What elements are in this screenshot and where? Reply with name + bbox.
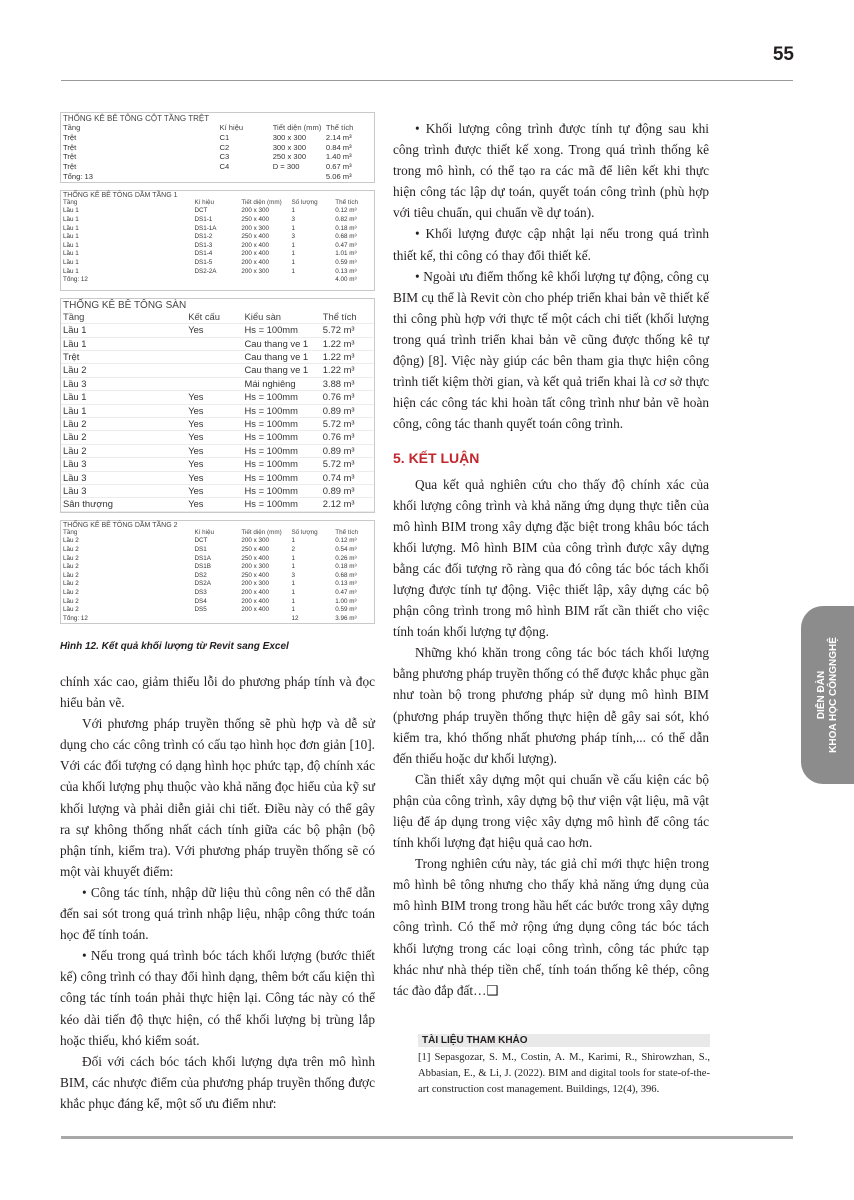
- table-cell: 1: [291, 224, 295, 232]
- table-cell: 1.22 m³: [321, 364, 374, 377]
- table-body: [61, 123, 374, 182]
- table-cell: Lầu 3: [61, 471, 186, 484]
- table-row: [61, 555, 374, 564]
- table-row: [61, 589, 374, 598]
- table-cell: Lầu 2: [63, 571, 79, 579]
- table-beam-floor1: [60, 190, 375, 291]
- table-cell: 200 x 300: [241, 224, 270, 232]
- table-cell: 2.14 m³: [325, 132, 352, 142]
- table-cell: 1: [291, 580, 295, 588]
- table-cell: Lầu 2: [63, 606, 79, 614]
- table-cell: 2: [291, 546, 295, 553]
- table-cell: Lầu 3: [61, 485, 186, 498]
- table-cell: 0.82 m³: [335, 215, 357, 223]
- table-cell: Mái nghiêng: [243, 377, 321, 390]
- table-cell: Tổng: 12: [63, 614, 88, 622]
- table-row: [61, 580, 374, 589]
- table-cell: 0.12 m³: [335, 207, 357, 215]
- table-header-cell: Tiết diện (mm): [241, 528, 282, 536]
- table-cell: Trệt: [61, 350, 186, 363]
- table-cell: Yes: [186, 391, 242, 404]
- table-cell: [186, 377, 242, 390]
- table-row: [61, 598, 374, 607]
- table-header-row: [61, 123, 374, 133]
- table-cell: Lầu 1: [61, 337, 186, 350]
- table-cell: 0.89 m³: [321, 444, 374, 457]
- table-row: [61, 152, 374, 162]
- table-row: [61, 207, 374, 216]
- table-cell: Lầu 2: [61, 431, 186, 444]
- table-cell: Lầu 3: [61, 458, 186, 471]
- paragraph: • Khối lượng công trình được tính tự động sau khi công trình được thiết kế xong. Trong quá trình thống kê trong mô hình, có thể tạo ra các mã để liên kết khi thực hiện công tác lập dự toán, quyết toán công trình (phù hợp với tiêu chuẩn, qui chuẩn về dự toán).: [393, 121, 709, 221]
- table-header-cell: Tầng: [63, 528, 78, 536]
- table-row: [61, 498, 374, 511]
- paragraph: Với phương pháp truyền thống sẽ phù hợp và dễ sử dụng cho các công trình có cấu tạo hình học đơn giản [10]. Với các đối tượng có dạng hình học phức tạp, độ chính xác của khối lượng phụ thuộc vào khả năng đọc hiểu của kỹ sư khối lượng và phải diễn giải chi tiết. Điều này có thể gây ra sự không thống nhất cách tính giữa các bộ phận (bộ phận tính, kiểm tra). Với phương pháp truyền thống sẽ có một vài khuyết điểm:: [60, 716, 375, 879]
- table-cell: C3: [219, 152, 230, 162]
- table-cell: Cau thang ve 1: [243, 350, 321, 363]
- table-cell: 0.76 m³: [321, 431, 374, 444]
- table-cell: Lầu 2: [61, 444, 186, 457]
- table-title: THỐNG KÊ BÊ TÔNG CỘT TẦNG TRỆT: [63, 114, 210, 123]
- table-cell: C1: [219, 132, 230, 142]
- table-cell: Yes: [186, 431, 242, 444]
- table-cell: Lầu 2: [63, 588, 79, 596]
- table-header-row: [61, 311, 374, 324]
- table-cell: 3: [291, 215, 295, 223]
- table-cell: 5.72 m³: [321, 324, 374, 337]
- table-cell: Hs = 100mm: [243, 391, 321, 404]
- table-cell: Trệt: [63, 132, 77, 142]
- table-cell: 0.12 m³: [335, 537, 357, 545]
- table-row: [61, 143, 374, 153]
- table-cell: Yes: [186, 471, 242, 484]
- table-cell: Lầu 2: [63, 580, 79, 588]
- table-cell: 200 x 400: [241, 597, 270, 605]
- table-cell: Lầu 1: [63, 267, 79, 275]
- paragraph: Cần thiết xây dựng một qui chuẩn về cấu kiện các bộ phận của công trình, xây dựng bộ thư viện vật liệu, mã vật liệu để áp dụng trong việc xây dựng mô hình để công tác tính khối lượng đạt hiệu quả cao hơn.: [393, 771, 709, 851]
- table-cell: DCT: [194, 207, 208, 215]
- table-cell: 1.22 m³: [321, 337, 374, 350]
- table-cell: 200 x 300: [241, 267, 270, 275]
- table-cell: 200 x 400: [241, 258, 270, 266]
- paragraph: Qua kết quả nghiên cứu cho thấy độ chính xác của khối lượng công trình và khả năng ứng dụng thực tiễn của mô hình BIM trong xây dựng đặc biệt trong khâu bóc tách khối lượng. Mô hình BIM của công trình được xây dựng bằng các đối tượng rõ ràng qua đó công tác bóc tách khối lượng được tính tự động. Việc thiết lập, xây dựng các bộ phận công trình trong mô hình BIM rất cần thiết cho việc tính toán khối lượng tự động.: [393, 476, 709, 640]
- table-cell: Hs = 100mm: [243, 404, 321, 417]
- table-cell: Trệt: [63, 152, 77, 162]
- table-cell: C4: [219, 162, 230, 172]
- table-header-cell: Thể tích: [321, 311, 374, 324]
- table-cell: [218, 172, 271, 182]
- table-header-cell: Tầng: [63, 123, 81, 132]
- table-cell: Lầu 2: [63, 563, 79, 571]
- references-title: TÀI LIỆU THAM KHẢO: [418, 1034, 710, 1047]
- page-number: 55: [772, 44, 794, 65]
- table-cell: DS1-1A: [194, 224, 217, 232]
- table-row: [61, 444, 374, 457]
- table-cell: C2: [219, 142, 230, 152]
- table-cell: Trệt: [63, 142, 77, 152]
- figure-12: [60, 112, 375, 631]
- table-cell: 0.68 m³: [335, 233, 357, 241]
- table-cell: 0.18 m³: [335, 224, 357, 232]
- table-cell: Lầu 2: [63, 597, 79, 605]
- table-cell: Hs = 100mm: [243, 324, 321, 337]
- table-cell: [239, 615, 289, 624]
- table-row: [61, 404, 374, 417]
- table-cell: Lầu 1: [63, 241, 79, 249]
- table-cell: 1: [291, 597, 295, 605]
- table-cell: 0.13 m³: [335, 580, 357, 588]
- table-cell: 250 x 400: [241, 571, 270, 579]
- table-row: [61, 563, 374, 572]
- table-cell: 1: [291, 250, 295, 258]
- table-cell: 0.84 m³: [325, 142, 352, 152]
- references: [418, 1034, 710, 1098]
- table-row: [61, 431, 374, 444]
- paragraph: • Khối lượng được cập nhật lại nếu trong quá trình thiết kế, thi công có thay đổi thiết kế.: [393, 226, 709, 263]
- paragraph: chính xác cao, giảm thiểu lỗi do phương pháp tính và đọc hiểu bản vẽ.: [60, 674, 375, 711]
- table-title: THỐNG KÊ BÊ TÔNG SÀN: [63, 299, 187, 311]
- table-cell: Yes: [186, 485, 242, 498]
- table-row: [61, 216, 374, 225]
- table-cell: 0.54 m³: [335, 546, 357, 553]
- table-header-cell: Số lượng: [291, 528, 318, 536]
- table-cell: Hs = 100mm: [243, 431, 321, 444]
- table-cell: DS1-4: [194, 250, 213, 258]
- table-cell: 4.00 m³: [335, 276, 357, 284]
- table-cell: DS1A: [194, 554, 211, 562]
- table-cell: Yes: [186, 444, 242, 457]
- table-cell: 0.76 m³: [321, 391, 374, 404]
- table-cell: 1: [291, 207, 295, 215]
- table-header-cell: Thể tích: [335, 198, 359, 206]
- table-cell: [289, 276, 333, 285]
- table-row: [61, 377, 374, 390]
- table-row: [61, 364, 374, 377]
- table-row: [61, 606, 374, 615]
- table-cell: 200 x 300: [241, 563, 270, 571]
- table-cell: [186, 364, 242, 377]
- table-cell: 3: [291, 233, 295, 241]
- table-cell: 200 x 400: [241, 250, 270, 258]
- figure-caption: Hình 12. Kết quả khối lượng từ Revit sang Excel: [60, 641, 289, 652]
- table-header-cell: Số lượng: [291, 198, 318, 206]
- table-header-cell: Thể tích: [325, 123, 354, 132]
- table-beam-floor2: [60, 520, 375, 625]
- table-body: [61, 311, 374, 512]
- table-row: [61, 485, 374, 498]
- table-cell: Hs = 100mm: [243, 417, 321, 430]
- table-cell: Tổng: 13: [63, 171, 93, 181]
- table-row: [61, 471, 374, 484]
- paragraph: • Ngoài ưu điểm thống kê khối lượng tự động, công cụ BIM cụ thể là Revit còn cho phép triển khai bản vẽ thiết kế thi công phù hợp với thực tế một cách chi tiết (khối lượng trong quá trình triển khai bản vẽ cũng được thống kê tự động) [8]. Việc này giúp các bên tham gia thực hiện công trình tiết kiệm thời gian, và kết quả triển khai là cơ sở thực hiện các công tác khi hoàn tất công trình như bản vẽ hoàn công, công tác thanh quyết toán công trình.: [393, 268, 709, 432]
- table-slab-concrete: [60, 298, 375, 513]
- table-cell: 200 x 400: [241, 588, 270, 596]
- table-header-cell: Kí hiệu: [219, 123, 244, 132]
- table-row: [61, 350, 374, 363]
- table-cell: Sân thượng: [61, 498, 186, 511]
- table-cell: Cau thang ve 1: [243, 364, 321, 377]
- table-cell: 250 x 400: [241, 215, 270, 223]
- table-cell: DS5: [194, 606, 207, 614]
- table-cell: DS1: [194, 546, 207, 553]
- table-cell: Lầu 1: [61, 404, 186, 417]
- table-row: [61, 259, 374, 268]
- table-cell: 1: [291, 267, 295, 275]
- table-cell: Tổng: 12: [63, 276, 88, 284]
- side-tab-line1: DIỄN ĐÀN: [815, 670, 827, 720]
- table-cell: Hs = 100mm: [243, 498, 321, 511]
- side-tab-line2: KHOA HỌC CÔNGNGHỆ: [827, 637, 839, 753]
- footer-rule: [61, 1136, 793, 1139]
- table-cell: 250 x 400: [241, 554, 270, 562]
- table-row: [61, 250, 374, 259]
- table-row: [61, 242, 374, 251]
- table-cell: Yes: [186, 417, 242, 430]
- table-row: [61, 337, 374, 350]
- table-cell: DS2: [194, 571, 207, 579]
- table-cell: Lầu 2: [63, 546, 79, 553]
- table-row: [61, 225, 374, 234]
- table-row: [61, 572, 374, 581]
- right-column: [393, 118, 709, 1001]
- table-cell: 200 x 400: [241, 241, 270, 249]
- table-cell: 250 x 400: [241, 233, 270, 241]
- table-cell: 300 x 300: [272, 132, 307, 142]
- table-cell: 3.96 m³: [335, 614, 357, 622]
- table-cell: Yes: [186, 458, 242, 471]
- table-cell: 250 x 300: [272, 152, 307, 162]
- table-cell: Lầu 2: [61, 417, 186, 430]
- table-cell: Lầu 1: [63, 258, 79, 266]
- table-cell: Lầu 1: [61, 391, 186, 404]
- table-header-cell: Kí hiệu: [194, 198, 215, 206]
- table-cell: Lầu 1: [63, 207, 79, 215]
- table-row: [61, 172, 374, 182]
- table-cell: Lầu 2: [63, 554, 79, 562]
- table-cell: 0.18 m³: [335, 563, 357, 571]
- table-cell: DS1-5: [194, 258, 213, 266]
- table-cell: DS1-2: [194, 233, 213, 241]
- table-header-cell: Tiết diện (mm): [241, 198, 282, 206]
- table-header-cell: Tiết diện (mm): [272, 123, 322, 132]
- table-row: [61, 162, 374, 172]
- table-header-row: [61, 529, 374, 538]
- table-cell: 1.01 m³: [335, 250, 357, 258]
- table-cell: Lầu 1: [63, 233, 79, 241]
- table-cell: Yes: [186, 498, 242, 511]
- table-header-cell: Thể tích: [335, 528, 359, 536]
- table-cell: Cau thang ve 1: [243, 337, 321, 350]
- table-cell: Lầu 3: [61, 377, 186, 390]
- table-cell: [239, 276, 289, 285]
- table-cell: DS1-1: [194, 215, 213, 223]
- section-side-tab: [801, 606, 854, 784]
- table-header-cell: Kết cấu: [186, 311, 242, 324]
- table-cell: 0.67 m³: [325, 162, 352, 172]
- table-row: [61, 546, 374, 555]
- table-cell: Lầu 2: [63, 537, 79, 545]
- table-cell: 12: [291, 614, 299, 622]
- table-cell: 0.89 m³: [321, 485, 374, 498]
- table-cell: Trệt: [63, 162, 77, 172]
- table-row: [61, 268, 374, 277]
- table-cell: 5.06 m³: [325, 171, 352, 181]
- table-cell: DCT: [194, 537, 208, 545]
- table-cell: 200 x 400: [241, 606, 270, 614]
- table-header-row: [61, 199, 374, 208]
- table-body: [61, 529, 374, 624]
- table-row: [61, 133, 374, 143]
- table-cell: DS4: [194, 597, 207, 605]
- table-cell: 1: [291, 606, 295, 614]
- table-row: [61, 324, 374, 337]
- table-cell: 0.59 m³: [335, 606, 357, 614]
- table-header-cell: Kiểu sàn: [243, 311, 321, 324]
- table-cell: DS2-2A: [194, 267, 217, 275]
- table-cell: 0.47 m³: [335, 588, 357, 596]
- table-cell: 200 x 300: [241, 580, 270, 588]
- table-body: [61, 199, 374, 285]
- table-cell: 3: [291, 571, 295, 579]
- table-cell: 1.00 m³: [335, 597, 357, 605]
- table-cell: 0.59 m³: [335, 258, 357, 266]
- table-cell: 0.47 m³: [335, 241, 357, 249]
- table-cell: Lầu 1: [61, 324, 186, 337]
- table-cell: Lầu 1: [63, 215, 79, 223]
- table-cell: [192, 615, 239, 624]
- table-cell: 1: [291, 554, 295, 562]
- table-cell: 1.22 m³: [321, 350, 374, 363]
- table-cell: DS1-3: [194, 241, 213, 249]
- table-cell: Yes: [186, 324, 242, 337]
- table-cell: 300 x 300: [272, 142, 307, 152]
- table-header-cell: Kí hiệu: [194, 528, 215, 536]
- table-cell: 1: [291, 537, 295, 545]
- table-cell: DS2A: [194, 580, 211, 588]
- table-cell: 0.68 m³: [335, 571, 357, 579]
- table-row: [61, 458, 374, 471]
- table-cell: 250 x 400: [241, 546, 270, 553]
- table-cell: 5.72 m³: [321, 417, 374, 430]
- table-cell: Lầu 2: [61, 364, 186, 377]
- table-cell: Hs = 100mm: [243, 485, 321, 498]
- table-row: [61, 233, 374, 242]
- table-cell: Hs = 100mm: [243, 471, 321, 484]
- table-cell: [271, 172, 324, 182]
- table-cell: 1: [291, 563, 295, 571]
- table-row: [61, 391, 374, 404]
- table-cell: D = 300: [272, 162, 300, 172]
- table-title: THỐNG KÊ BÊ TÔNG DẦM TẦNG 2: [63, 521, 178, 529]
- table-cell: 0.13 m³: [335, 267, 357, 275]
- table-cell: 0.74 m³: [321, 471, 374, 484]
- table-row: [61, 417, 374, 430]
- table-cell: 0.26 m³: [335, 554, 357, 562]
- table-cell: 1: [291, 588, 295, 596]
- table-row: [61, 276, 374, 285]
- paragraph: Trong nghiên cứu này, tác giả chỉ mới thực hiện trong mô hình bê tông nhưng cho thấy khả năng ứng dụng của mô hình BIM trong trong hầu hết các bước trong xây dựng công trình. Có thể mở rộng ứng dụng công tác bóc tách khối lượng trong các loại công trình, công tác phức tạp khác như nhà thép tiền chế, tính toán thống kê thép, công tác đào đắp đất…❑: [393, 856, 709, 998]
- table-column-concrete: [60, 112, 375, 183]
- table-cell: 1.40 m³: [325, 152, 352, 162]
- table-cell: 0.89 m³: [321, 404, 374, 417]
- table-cutoff: [61, 285, 374, 290]
- table-cell: 200 x 300: [241, 537, 270, 545]
- table-cell: Yes: [186, 404, 242, 417]
- table-cell: DS3: [194, 588, 207, 596]
- table-cell: 200 x 300: [241, 207, 270, 215]
- left-column: [60, 671, 375, 1114]
- table-cell: 5.72 m³: [321, 458, 374, 471]
- table-cell: DS1B: [194, 563, 211, 571]
- table-row: [61, 615, 374, 624]
- section-heading: 5. KẾT LUẬN: [393, 450, 480, 467]
- paragraph: Đối với cách bóc tách khối lượng dựa trên mô hình BIM, các nhược điểm của phương pháp truyền thống được khắc phục đáng kể, một số ưu điểm như:: [60, 1053, 375, 1111]
- table-cell: [186, 350, 242, 363]
- paragraph: • Nếu trong quá trình bóc tách khối lượng (bước thiết kế) công trình có thay đổi hình dạng, thêm bớt cấu kiện thì công tác tính toán phải thực hiện lại. Công tác này có thể kéo dài tiến độ thực hiện, có thể khối lượng bị trùng lắp hoặc thiếu, khó kiểm soát.: [60, 948, 375, 1048]
- table-cell: 1: [291, 258, 295, 266]
- header-rule: [61, 80, 793, 81]
- table-cell: 2.12 m³: [321, 498, 374, 511]
- table-cell: Lầu 1: [63, 250, 79, 258]
- table-row: [61, 537, 374, 546]
- table-title: THỐNG KÊ BÊ TÔNG DẦM TẦNG 1: [63, 191, 178, 199]
- table-cell: 3.88 m³: [321, 377, 374, 390]
- table-header-cell: Tầng: [61, 311, 186, 324]
- paragraph: Những khó khăn trong công tác bóc tách khối lượng bằng phương pháp truyền thống có thể được khắc phục gần như toàn bộ trong phương pháp sử dụng mô hình BIM (phương pháp truyền thống thực hiện dễ gây sai sót, khó kiểm tra, khó thống nhất phương pháp tính,... có thể dẫn đến thiếu hoặc dư khối lượng).: [393, 645, 709, 766]
- paragraph: • Công tác tính, nhập dữ liệu thủ công nên có thể dẫn đến sai sót trong quá trình nhập liệu, nhập công thức toán học để tính toán.: [60, 884, 375, 943]
- table-cell: Hs = 100mm: [243, 458, 321, 471]
- table-cell: Hs = 100mm: [243, 444, 321, 457]
- table-cell: Lầu 1: [63, 224, 79, 232]
- table-cell: 1: [291, 241, 295, 249]
- side-tab-label: [816, 637, 840, 753]
- table-cell: [192, 276, 239, 285]
- table-header-cell: Tầng: [63, 198, 78, 206]
- reference-item: [1] Sepasgozar, S. M., Costin, A. M., Karimi, R., Shirowzhan, S., Abbasian, E., & Li, J. (2022). BIM and digital tools for state-of-the-art construction cost management. Buildings, 12(4), 396.: [418, 1052, 710, 1095]
- table-cell: [186, 337, 242, 350]
